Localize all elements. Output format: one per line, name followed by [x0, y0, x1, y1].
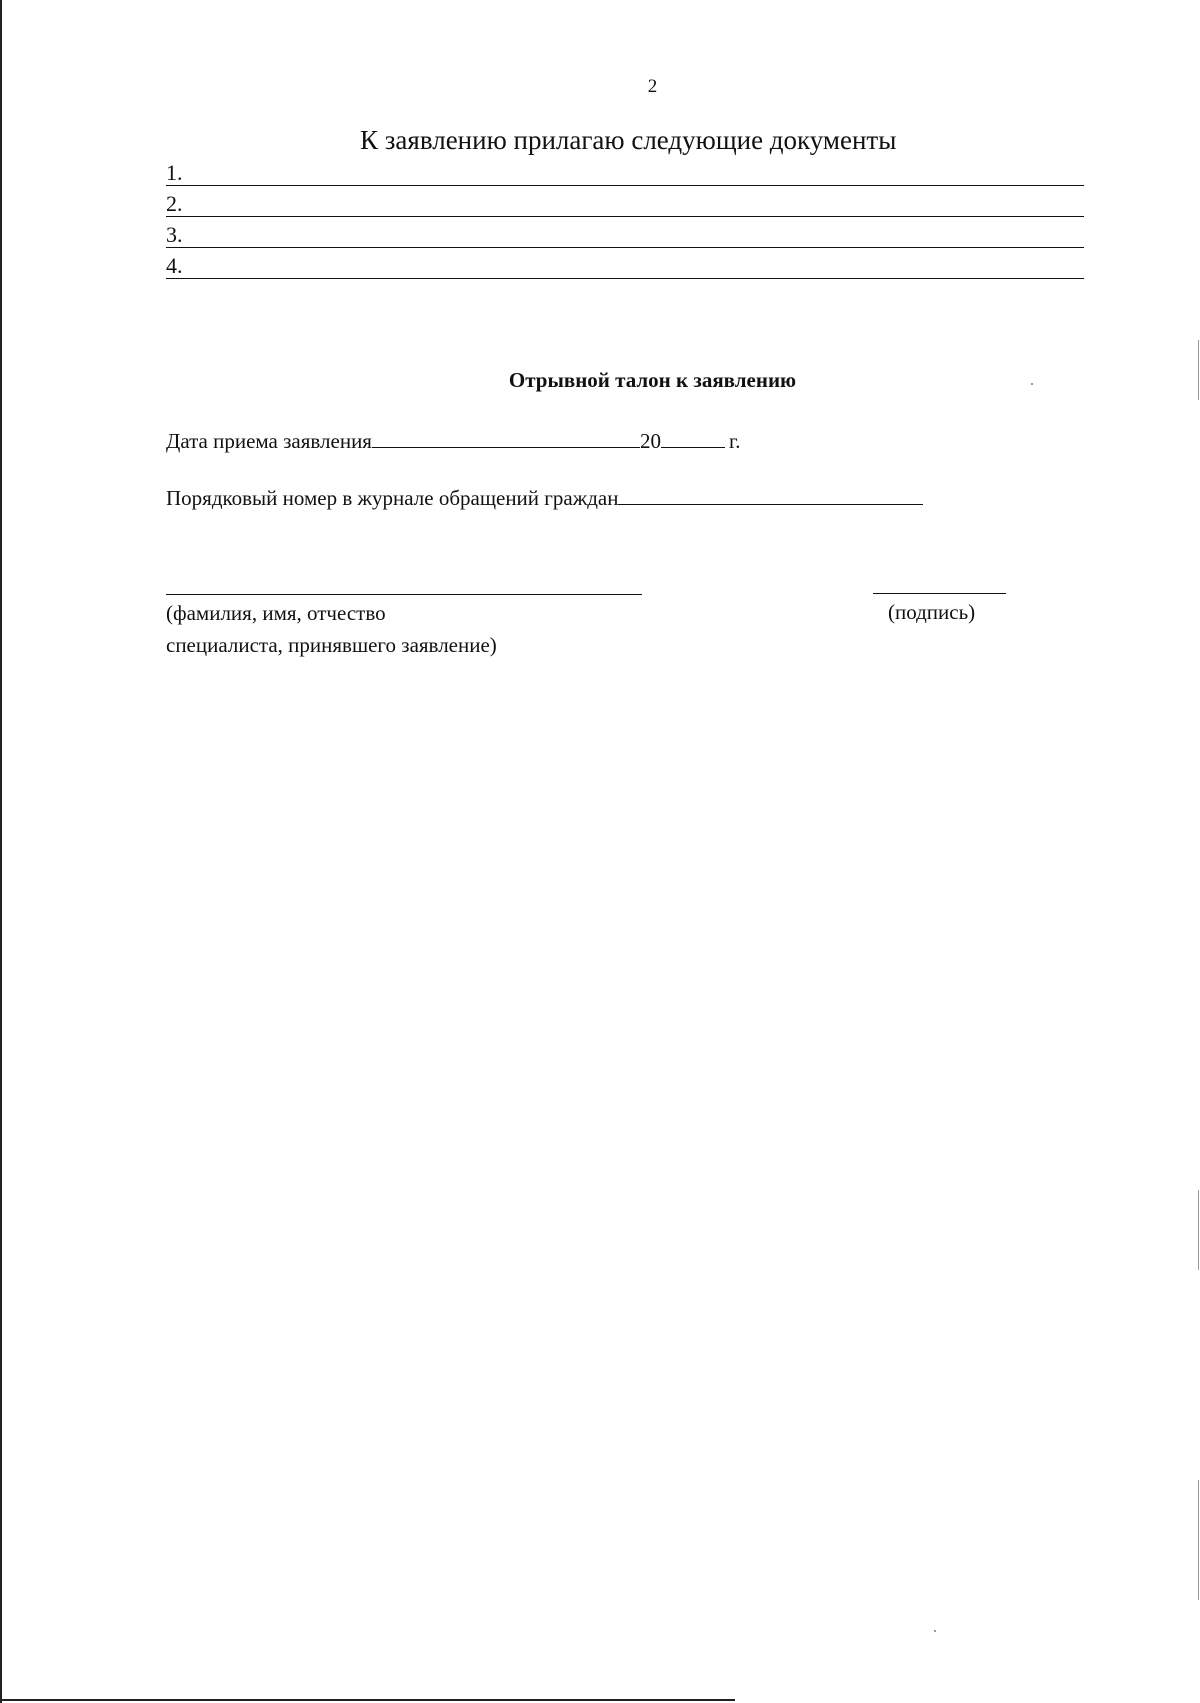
page-right-edge-mark — [1198, 1190, 1199, 1270]
attachment-line[interactable] — [166, 189, 1084, 217]
attachment-number: 3. — [166, 222, 183, 247]
signature-caption: (подпись) — [888, 600, 976, 624]
signature-field[interactable] — [873, 593, 1006, 594]
stub-title: Отрывной талон к заявлению — [508, 368, 797, 392]
attachment-line[interactable] — [166, 158, 1084, 186]
receipt-date-row — [166, 427, 740, 454]
attachment-number: 1. — [166, 160, 183, 185]
journal-number-field[interactable] — [618, 484, 923, 505]
specialist-name-caption-line1: (фамилия, имя, отчество — [166, 601, 386, 625]
attachment-number: 2. — [166, 191, 183, 216]
attachment-line[interactable] — [166, 251, 1084, 279]
journal-number-label: Порядковый номер в журнале обращений граждан — [166, 486, 619, 510]
receipt-date-label: Дата приема заявления — [166, 429, 372, 453]
attachment-line[interactable] — [166, 220, 1084, 248]
specialist-name-caption-line2: специалиста, принявшего заявление) — [166, 633, 497, 657]
receipt-year-field[interactable] — [661, 427, 725, 448]
page-number: 2 — [647, 76, 658, 97]
attachment-number: 4. — [166, 253, 183, 278]
scan-speck — [1031, 383, 1033, 385]
attachments-heading: К заявлению прилагаю следующие документы — [360, 125, 897, 155]
page-right-edge-mark — [1198, 1480, 1199, 1600]
scan-speck — [934, 1630, 936, 1632]
receipt-date-field[interactable] — [372, 427, 640, 448]
specialist-name-field[interactable] — [166, 594, 642, 595]
journal-number-row — [166, 484, 923, 511]
year-suffix: г. — [728, 429, 741, 453]
page-left-edge — [0, 0, 2, 1703]
page-bottom-edge — [0, 1699, 735, 1701]
year-prefix: 20 — [639, 429, 661, 453]
